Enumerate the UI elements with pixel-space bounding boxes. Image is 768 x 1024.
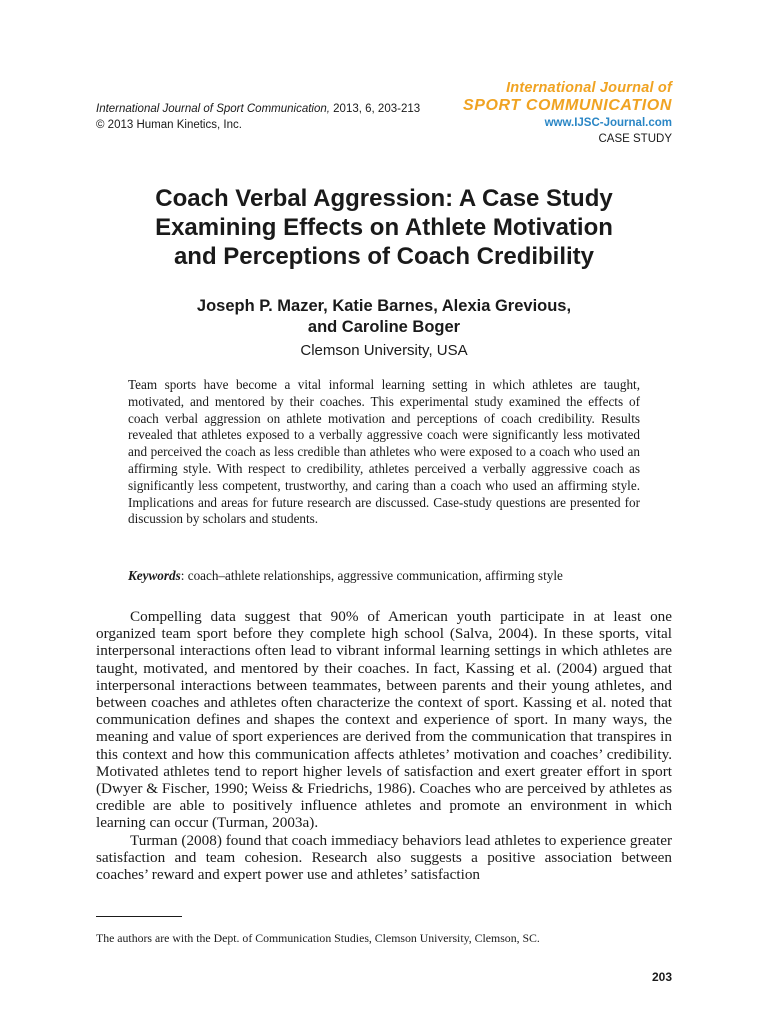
citation-line: [96, 101, 420, 117]
body-paragraph: Turman (2008) found that coach immediacy behaviors lead athletes to experience greater satisfaction and team cohesion. Research also suggests a positive association between coaches’ reward and expert power use and athletes’ satisfaction: [96, 831, 672, 884]
journal-masthead: [463, 80, 672, 147]
keywords: [128, 567, 640, 584]
journal-logo-line1: International Journal of: [506, 80, 672, 96]
author-footnote: The authors are with the Dept. of Communication Studies, Clemson University, Clemson, SC.: [96, 931, 540, 945]
article-title: [96, 184, 672, 271]
keywords-separator: :: [180, 568, 188, 583]
journal-url-link[interactable]: www.IJSC-Journal.com: [544, 117, 672, 129]
title-line: and Perceptions of Coach Credibility: [173, 243, 595, 270]
journal-logo-line2: SPORT COMMUNICATION: [462, 97, 672, 114]
body-paragraph: Compelling data suggest that 90% of American youth participate in at least one organized team sport before they complete high school (Salva, 2004). In these sports, vital interpersonal interactions often lead to vibrant informal learning settings in which athletes are taught, motivated, and mentored by their coaches. In fact, Kassing et al. (2004) argued that interpersonal interactions between teammates, between parents and their young athletes, and between coaches and athletes often characterize the context of sport. Kassing et al. noted that communication defines and shapes the context and experience of sport. In many ways, the meaning and value of sport experiences are derived from the communication that transpires in this context and how this communication affects athletes’ motivation and coaches’ credibility. Motivated athletes tend to report higher levels of satisfaction and exert greater effort in sport (Dwyer & Fischer, 1990; Weiss & Friedrichs, 1986). Coaches who are perceived by athletes as credible are able to positively influence athletes and promote an environment in which learning can occur (Turman, 2003a).: [96, 608, 672, 832]
keywords-label: Keywords: [128, 568, 181, 583]
article-type-label: CASE STUDY: [598, 133, 672, 145]
copyright-line: © 2013 Human Kinetics, Inc.: [96, 119, 242, 131]
author-affiliation: Clemson University, USA: [300, 342, 468, 359]
title-line: Coach Verbal Aggression: A Case Study: [155, 185, 613, 212]
citation-block: [96, 101, 420, 133]
footnote-divider: [96, 916, 182, 917]
author-line: and Caroline Boger: [307, 318, 461, 336]
page-number: 203: [651, 970, 672, 984]
abstract: Team sports have become a vital informal learning setting in which athletes are taught, motivated, and mentored by their coaches. This experimental study examined the effects of coach verbal aggression on athlete motivation and perceptions of coach credibility. Results revealed that athletes exposed to a verbally aggressive coach were significantly less motivated and perceived the coach as less credible than athletes who were exposed to a coach who used an affirming style. With respect to credibility, athletes perceived a verbally aggressive coach as significantly less competent, trustworthy, and caring than a coach who used an affirming style. Implications and areas for future research are discussed. Case-study questions are presented for discussion by scholars and students.: [128, 377, 640, 527]
keywords-text: coach–athlete relationships, aggressive communication, affirming style: [187, 568, 563, 583]
author-list: [96, 296, 672, 338]
article-body: [96, 608, 672, 883]
title-line: Examining Effects on Athlete Motivation: [155, 214, 613, 241]
journal-name: International Journal of Sport Communication,: [96, 103, 330, 115]
author-line: Joseph P. Mazer, Katie Barnes, Alexia Grevious,: [196, 297, 572, 315]
citation-details: 2013, 6, 203-213: [329, 103, 421, 115]
